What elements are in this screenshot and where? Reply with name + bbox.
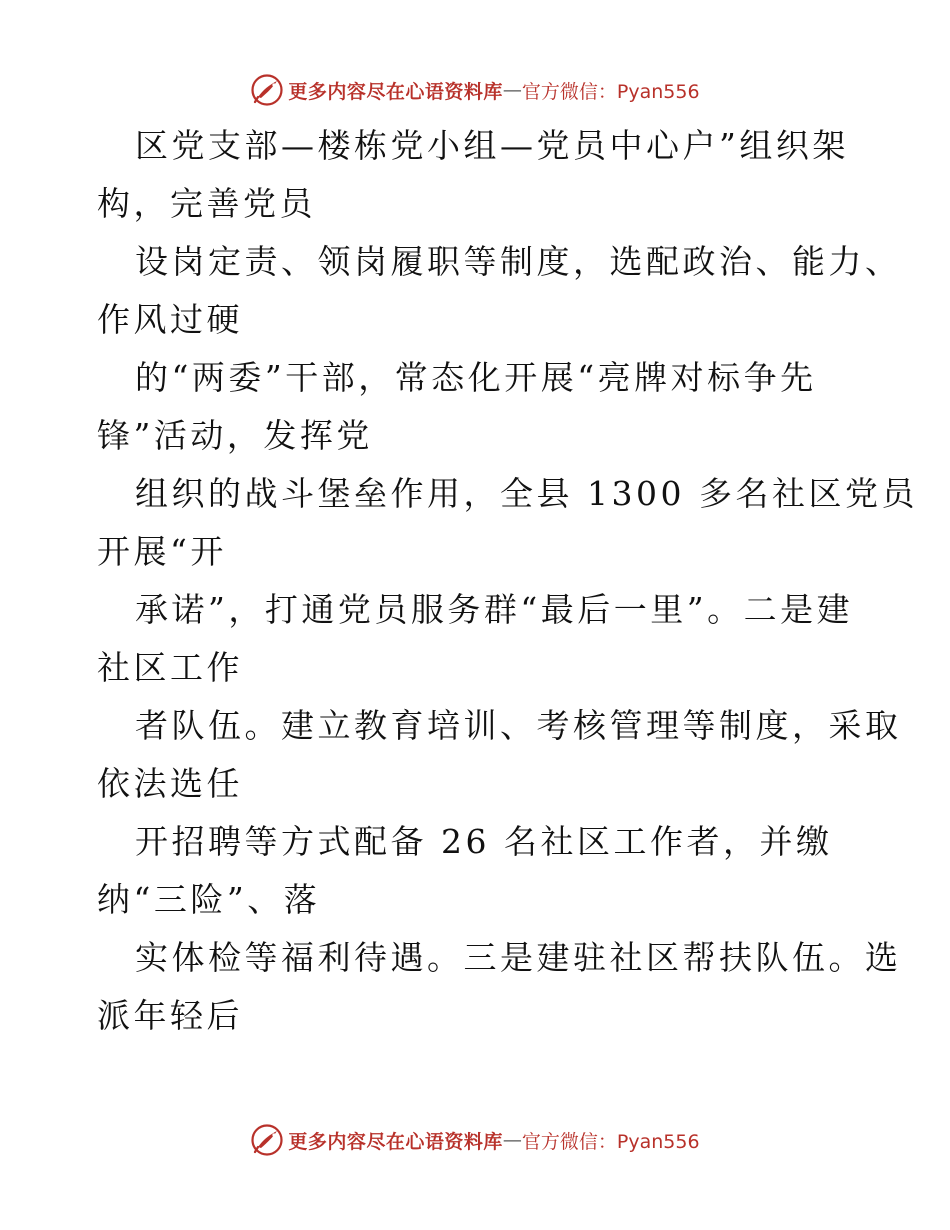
header-brand-text: 更多内容尽在心语资料库	[288, 80, 503, 103]
body-line: 构，完善党员	[97, 184, 316, 223]
body-line: 区党支部—楼栋党小组—党员中心户”组织架	[135, 126, 849, 165]
body-line: 社区工作	[97, 648, 243, 687]
body-line: 承诺”，打通党员服务群“最后一里”。二是建	[135, 590, 854, 629]
footer-wechat-text: 官方微信：Pyan556	[521, 1130, 700, 1153]
body-line: 作风过硬	[97, 300, 243, 339]
body-line: 组织的战斗堡垒作用，全县 1300 多名社区党员	[135, 474, 918, 513]
document-body	[97, 122, 918, 1050]
pen-quill-logo-icon	[250, 1123, 284, 1157]
header-separator: —	[502, 79, 522, 101]
header-watermark	[0, 70, 950, 110]
footer-watermark	[0, 1120, 950, 1160]
footer-separator: —	[502, 1129, 522, 1151]
body-line: 纳“三险”、落	[97, 880, 321, 919]
body-line: 的“两委”干部，常态化开展“亮牌对标争先	[135, 358, 817, 397]
body-line: 实体检等福利待遇。三是建驻社区帮扶队伍。选	[135, 938, 902, 977]
pen-quill-logo-icon	[250, 73, 284, 107]
body-line: 锋”活动，发挥党	[97, 416, 373, 455]
body-line: 派年轻后	[97, 996, 243, 1035]
body-line: 开展“开	[97, 532, 227, 571]
body-line: 依法选任	[97, 764, 243, 803]
header-wechat-text: 官方微信：Pyan556	[521, 80, 700, 103]
footer-brand-text: 更多内容尽在心语资料库	[288, 1130, 503, 1153]
body-line: 设岗定责、领岗履职等制度，选配政治、能力、	[135, 242, 902, 281]
body-line: 开招聘等方式配备 26 名社区工作者，并缴	[135, 822, 833, 861]
body-line: 者队伍。建立教育培训、考核管理等制度，采取	[135, 706, 902, 745]
